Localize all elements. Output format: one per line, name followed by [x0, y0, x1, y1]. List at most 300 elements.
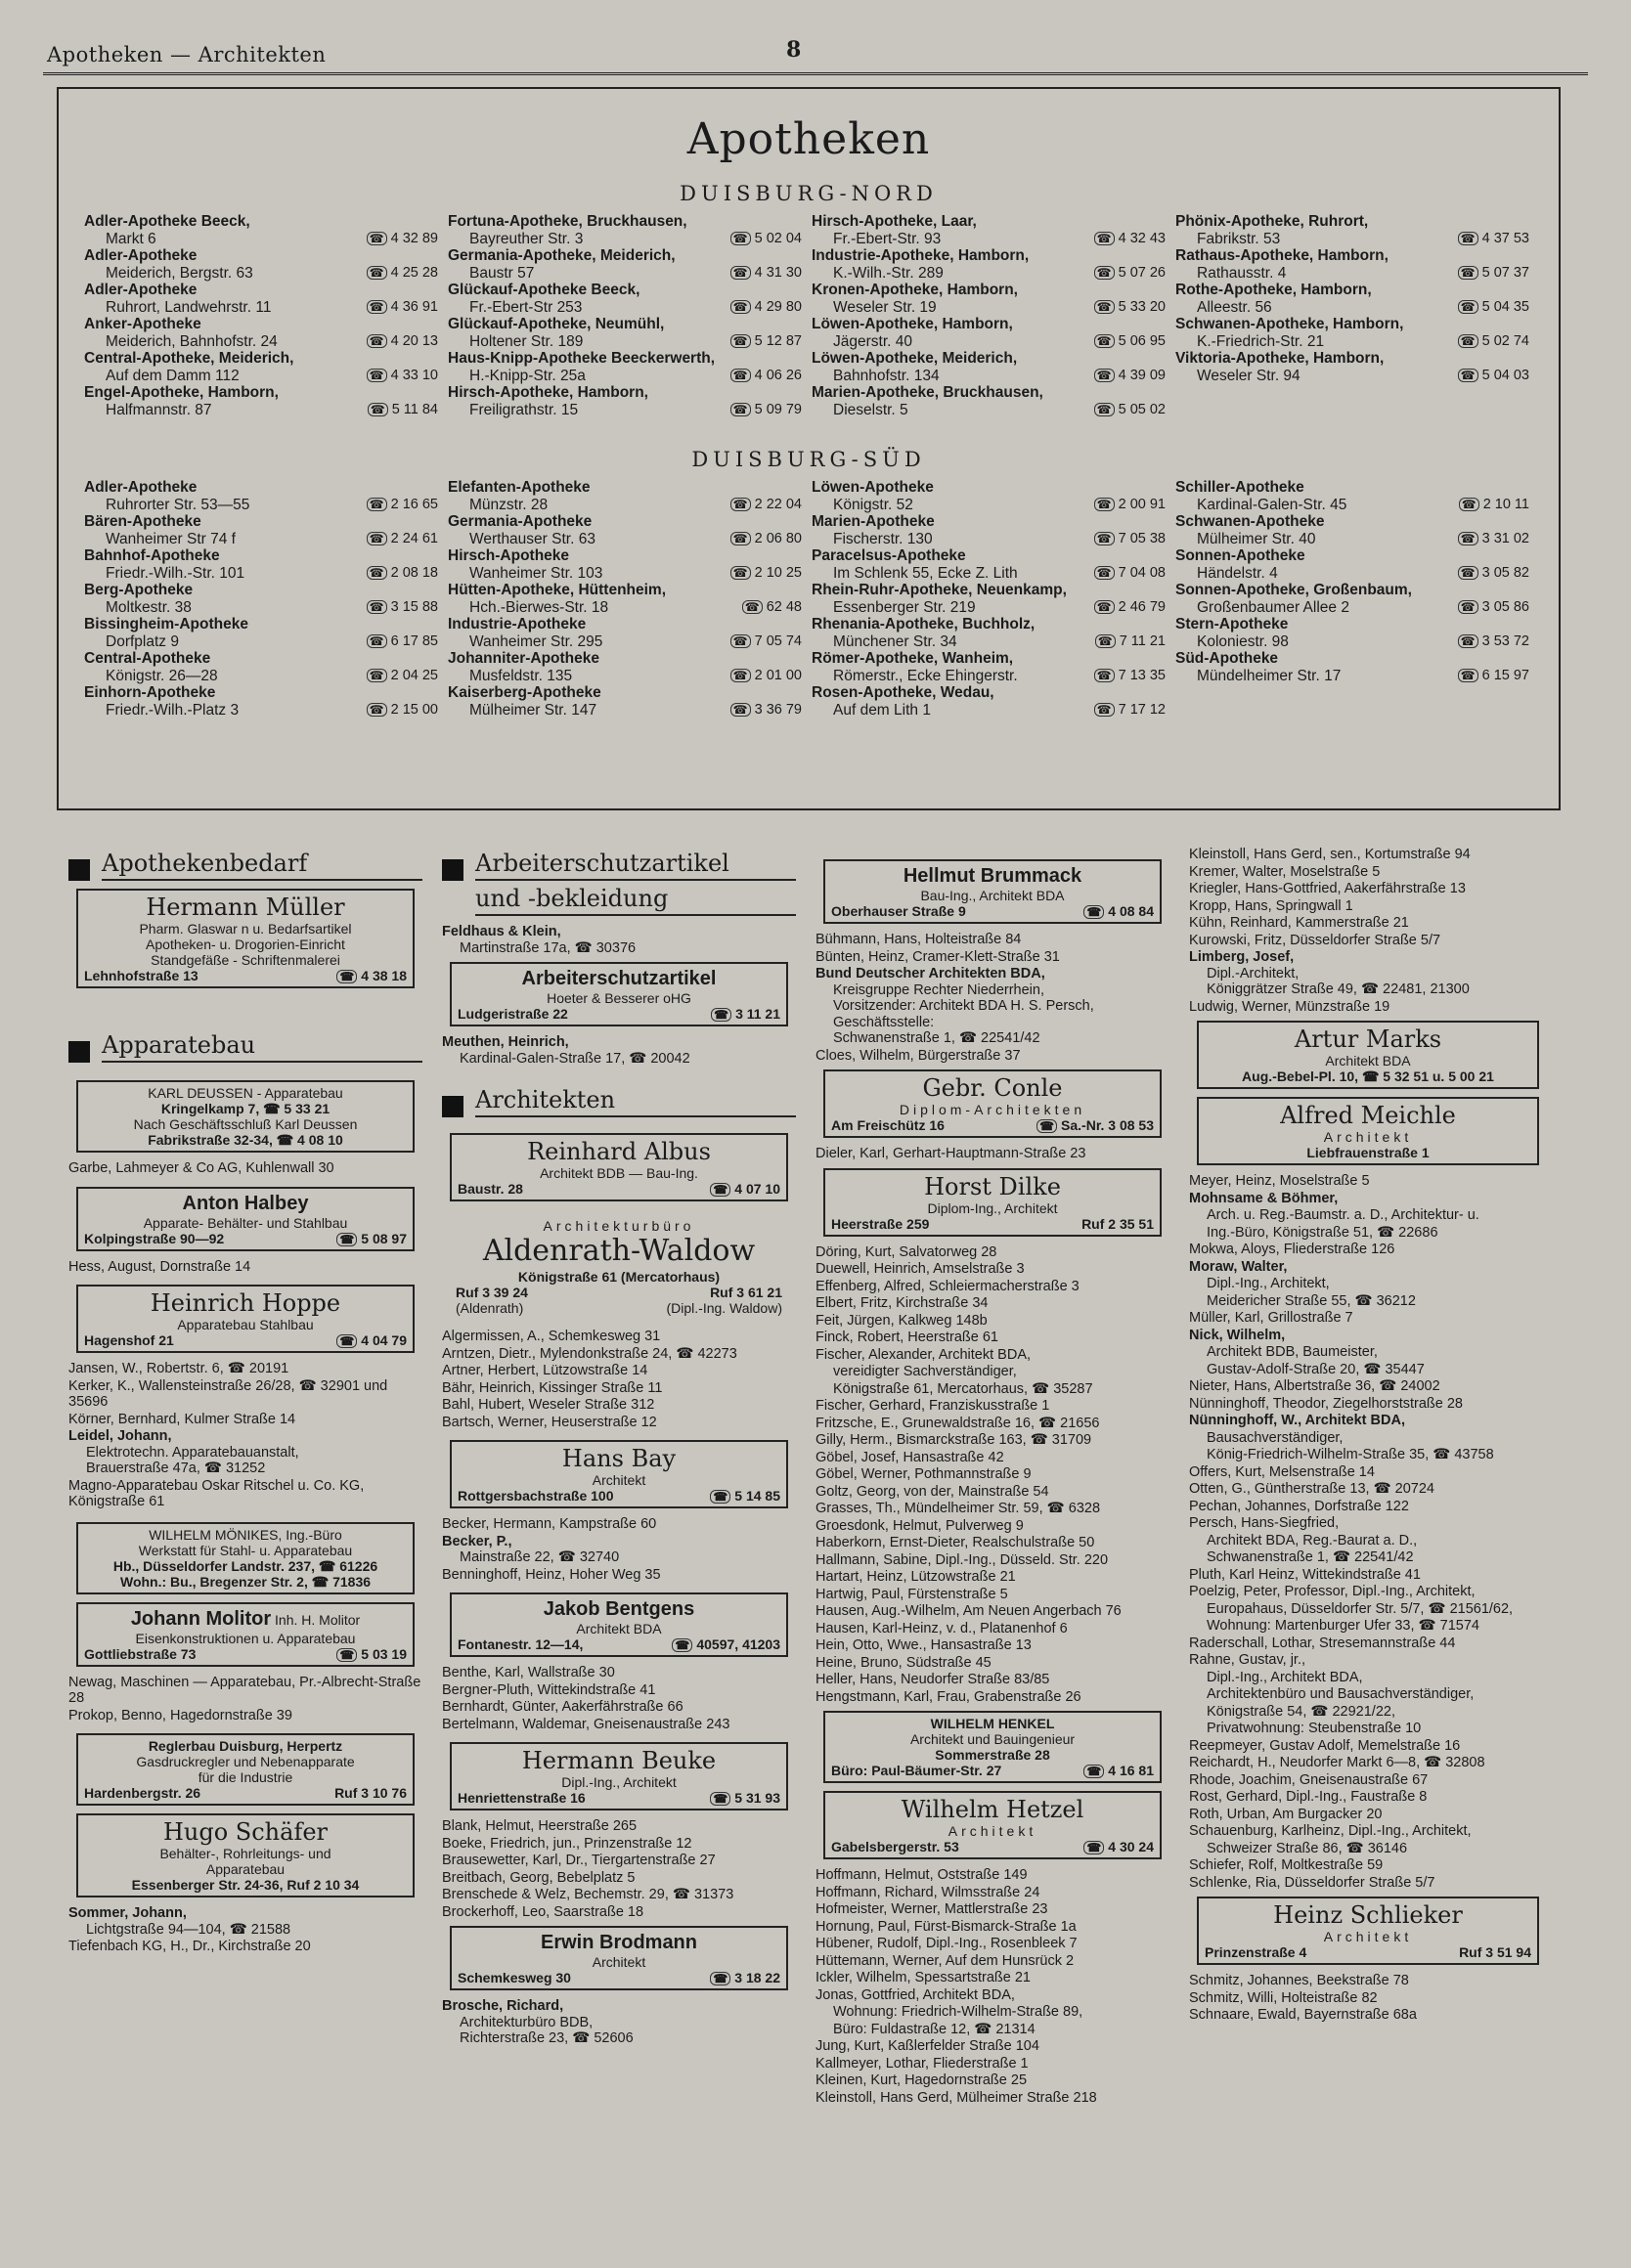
list-item: Gilly, Herm., Bismarckstraße 163, ☎ 31709: [816, 1432, 1092, 1448]
list-item: Kropp, Hans, Springwall 1: [1189, 897, 1353, 914]
pharmacy-name: Hirsch-Apotheke, Hamborn,: [448, 384, 648, 401]
phone-number: 6 15 97: [1481, 667, 1529, 683]
listing-columns: [59, 846, 1588, 2107]
pharmacy-entry: [84, 684, 448, 719]
pharmacy-name: Johanniter-Apotheke: [448, 650, 600, 667]
ad-phone: [1036, 1117, 1154, 1133]
ad-arbeiterschutzartikel: [450, 962, 788, 1026]
ad-contact: [458, 1636, 780, 1652]
phone-number: 4 32 43: [1118, 230, 1166, 246]
list-item: Hübener, Rudolf, Dipl.-Ing., Rosenbleek 7: [816, 1936, 1078, 1951]
list-item: Hofmeister, Werner, Mattlerstraße 23: [816, 1901, 1048, 1917]
ad-line: Pharm. Glaswar n u. Bedarfsartikel: [139, 921, 352, 937]
ad-phone: [1083, 1763, 1154, 1778]
pharmacy-name: Adler-Apotheke: [84, 479, 198, 496]
ad-line: Bau-Ing., Architekt BDA: [920, 888, 1065, 903]
phone-icon: ☎: [710, 1792, 730, 1806]
list-item: Bergner-Pluth, Wittekindstraße 41: [442, 1681, 656, 1698]
pharmacy-address: Mülheimer Str. 147: [469, 701, 597, 719]
phone-number: 3 05 86: [1481, 598, 1529, 615]
pharmacy-phone: [730, 497, 802, 514]
nord-grid: [59, 213, 1559, 418]
list-item: Hein, Otto, Wwe., Hansastraße 13: [816, 1637, 1032, 1653]
pharmacy-name: Engel-Apotheke, Hamborn,: [84, 384, 279, 401]
phone-number: 5 07 37: [1481, 264, 1529, 281]
ad-line: Architekt BDB — Bau-Ing.: [540, 1165, 698, 1181]
entry-detail: Dipl.-Architekt,: [1207, 965, 1300, 981]
list-item: Jonas, Gottfried, Architekt BDA,: [816, 1986, 1015, 2003]
ad-contact: [84, 1332, 407, 1348]
pharmacy-address: Dorfplatz 9: [106, 632, 179, 650]
ad-phone: Ruf 2 35 51: [1081, 1215, 1154, 1232]
phone-number: 5 04 03: [1481, 367, 1529, 383]
section-nord-heading: DUISBURG-NORD: [680, 182, 938, 205]
list-item: Nieter, Hans, Albertstraße 36, ☎ 24002: [1189, 1378, 1440, 1394]
pharmacy-phone: [368, 402, 438, 419]
phone-icon: ☎: [1094, 498, 1115, 511]
ad-contact: [831, 1216, 1154, 1232]
pharmacy-phone: [367, 231, 438, 248]
pharmacy-address: Münzstr. 28: [469, 496, 549, 513]
ad-address: Am Freischütz 16: [831, 1117, 945, 1133]
pharmacy-entry: [448, 350, 812, 384]
ad-line: Architekt und Bauingenieur: [909, 1731, 1076, 1747]
phone-icon: ☎: [336, 970, 357, 983]
pharmacy-phone: [1094, 497, 1166, 514]
ad-phone: [672, 1636, 780, 1652]
list-item: Tiefenbach KG, H., Dr., Kirchstraße 20: [68, 1939, 311, 1954]
ad-alfred-meichle: [1197, 1097, 1539, 1165]
pharmacy-entry: [1175, 513, 1539, 547]
list-item: Wohnung: Martenburger Ufer 33, ☎ 71574: [1207, 1618, 1479, 1634]
ad-contact: [84, 1646, 407, 1662]
phone-number: 3 18 22: [734, 1970, 780, 1985]
phone-icon: ☎: [1458, 600, 1478, 614]
ad-name: Aldenrath-Waldow: [482, 1234, 756, 1268]
pharmacy-address: Mündelheimer Str. 17: [1197, 667, 1342, 684]
pharmacy-phone: [1458, 668, 1529, 685]
ad-phone: [710, 1790, 780, 1806]
ad-line: Diplom-Architekten: [899, 1102, 1086, 1117]
pharmacy-name: Adler-Apotheke: [84, 247, 198, 264]
pharmacy-phone: [1458, 231, 1529, 248]
ad-line: Behälter-, Rohrleitungs- und: [159, 1846, 331, 1861]
phone-icon: ☎: [1083, 905, 1104, 919]
list-item: [68, 1428, 422, 1477]
phone-icon: ☎: [367, 703, 387, 717]
phone-icon: ☎: [1458, 566, 1478, 580]
ad-contact: [84, 968, 407, 983]
phone-icon: ☎: [730, 403, 751, 416]
list-item: Bausachverständiger,: [1207, 1429, 1344, 1446]
phone-number: 3 53 72: [1481, 632, 1529, 649]
ad-heinrich-hoppe: [76, 1285, 415, 1353]
phone-icon: ☎: [368, 403, 388, 416]
phone-number: 62 48: [766, 598, 802, 615]
pharmacy-entry: [84, 282, 448, 316]
list-item: Dieler, Karl, Gerhart-Hauptmann-Straße 23: [816, 1146, 1086, 1161]
list-item: Bernhardt, Günter, Aakerfährstraße 66: [442, 1699, 683, 1715]
pharmacy-phone: [367, 565, 438, 583]
pharmacy-name: Glückauf-Apotheke, Neumühl,: [448, 316, 665, 332]
ad-phone: [1083, 903, 1154, 919]
ad-address: Hagenshof 21: [84, 1332, 174, 1348]
list-item: Roth, Urban, Am Burgacker 20: [1189, 1806, 1383, 1822]
phone-number: 2 10 11: [1482, 496, 1529, 512]
ad-jakob-bentgens: [450, 1592, 788, 1657]
pharmacy-name: Löwen-Apotheke, Meiderich,: [812, 350, 1018, 367]
list-item: Kurowski, Fritz, Düsseldorfer Straße 5/7: [1189, 932, 1441, 948]
ad-contact: [458, 1488, 780, 1504]
phone-icon: ☎: [367, 600, 387, 614]
pharmacy-phone: [1094, 333, 1166, 351]
pharmacy-entry: [448, 684, 812, 719]
entries-group: [1189, 1173, 1547, 1891]
entry-detail: Lichtgstraße 94—104, ☎ 21588: [86, 1921, 291, 1938]
phone-number: 7 05 38: [1118, 530, 1166, 546]
ad-anton-halbey: [76, 1187, 415, 1251]
list-item: Nick, Wilhelm,: [1189, 1327, 1286, 1343]
column-1: [59, 846, 432, 2107]
ad-artur-marks: [1197, 1021, 1539, 1089]
phone-number: 4 39 09: [1118, 367, 1166, 383]
list-item: Kühn, Reinhard, Kammerstraße 21: [1189, 915, 1409, 931]
category-marker: [442, 859, 463, 881]
pharmacy-name: Süd-Apotheke: [1175, 650, 1279, 667]
list-item: Cloes, Wilhelm, Bürgerstraße 37: [816, 1047, 1021, 1064]
list-item: Schweizer Straße 86, ☎ 36146: [1207, 1840, 1408, 1856]
ad-line: Hoeter & Besserer oHG: [547, 990, 691, 1006]
list-item: König-Friedrich-Wilhelm-Straße 35, ☎ 43758: [1207, 1447, 1494, 1462]
pharmacy-address: Auf dem Damm 112: [106, 367, 240, 384]
pharmacy-entry: [448, 513, 812, 547]
pharmacy-phone: [1094, 668, 1166, 685]
pharmacy-phone: [367, 599, 438, 617]
phone-number: 4 07 10: [734, 1181, 780, 1197]
list-item: Heine, Bruno, Südstraße 45: [816, 1654, 992, 1671]
phone-number: 4 06 26: [754, 367, 802, 383]
phone-number: 40597, 41203: [696, 1636, 780, 1652]
phone-icon: ☎: [336, 1648, 357, 1662]
ad-line: (Aldenrath): [456, 1300, 524, 1316]
list-item: Kleinen, Kurt, Hagedornstraße 25: [816, 2072, 1028, 2088]
list-item: Fritzsche, E., Grunewaldstraße 16, ☎ 21656: [816, 1415, 1100, 1431]
pharmacy-entry: [1175, 616, 1539, 650]
pharmacy-name: Anker-Apotheke: [84, 316, 201, 332]
pharmacy-address: Moltkestr. 38: [106, 598, 192, 616]
list-item: Goltz, Georg, von der, Mainstraße 54: [816, 1483, 1049, 1500]
ad-name: Arbeiterschutzartikel: [521, 968, 717, 989]
ad-address: Gottliebstraße 73: [84, 1645, 197, 1662]
pharmacy-address: Fischerstr. 130: [833, 530, 933, 547]
phone-number: 2 01 00: [754, 667, 802, 683]
ad-line: Kringelkamp 7, ☎ 5 33 21: [160, 1101, 331, 1116]
pharmacy-phone: [1458, 633, 1529, 651]
phone-number: 5 08 97: [361, 1230, 407, 1246]
list-item: Brockerhoff, Leo, Saarstraße 18: [442, 1903, 644, 1920]
pharmacy-phone: [730, 368, 802, 385]
phone-number: 5 31 93: [734, 1790, 780, 1806]
ad-line: Sommerstraße 28: [935, 1747, 1050, 1763]
list-item: [442, 1534, 796, 1566]
list-item: Moraw, Walter,: [1189, 1258, 1288, 1275]
pharmacy-name: Löwen-Apotheke, Hamborn,: [812, 316, 1013, 332]
pharmacy-entry: [448, 479, 812, 513]
ad-wilhelm-hetzel: [823, 1791, 1162, 1859]
list-item: Büro: Fuldastraße 12, ☎ 21314: [833, 2021, 1036, 2037]
list-item: Pechan, Johannes, Dorfstraße 122: [1189, 1498, 1409, 1514]
list-item: Hartart, Heinz, Lützowstraße 21: [816, 1569, 1016, 1585]
phone-icon: ☎: [367, 334, 387, 348]
pharmacy-address: Holtener Str. 189: [469, 332, 584, 350]
ad-name: Artur Marks: [1294, 1025, 1442, 1053]
ad-phone: [1083, 1839, 1154, 1854]
pharmacy-name: Schwanen-Apotheke: [1175, 513, 1325, 530]
pharmacy-phone: [367, 531, 438, 548]
phone-icon: ☎: [730, 498, 751, 511]
list-item: Mokwa, Aloys, Fliederstraße 126: [1189, 1242, 1395, 1257]
pharmacy-address: Münchener Str. 34: [833, 632, 957, 650]
phone-icon: ☎: [1458, 266, 1478, 280]
phone-icon: ☎: [1459, 498, 1479, 511]
ad-name: Alfred Meichle: [1280, 1102, 1456, 1129]
pharmacy-entry: [812, 684, 1175, 719]
pharmacy-entry: [812, 247, 1175, 282]
category-apothekenbedarf: [68, 850, 422, 881]
pharmacy-name: Marien-Apotheke, Bruckhausen,: [812, 384, 1043, 401]
phone-icon: ☎: [1458, 369, 1478, 382]
entry-detail: Elektrotechn. Apparatebauanstalt,: [86, 1444, 299, 1461]
pharmacy-entry: [84, 582, 448, 616]
phone-number: 3 11 21: [735, 1006, 780, 1022]
phone-icon: ☎: [1094, 566, 1115, 580]
pharmacy-name: Stern-Apotheke: [1175, 616, 1289, 632]
ad-line: Inh. H. Molitor: [275, 1611, 361, 1628]
phone-icon: ☎: [1083, 1765, 1104, 1778]
ad-contact: [84, 1785, 407, 1801]
list-item: Bühmann, Hans, Holteistraße 84: [816, 932, 1022, 947]
ad-line: Architekt BDA: [1325, 1053, 1411, 1069]
pharmacy-name: Central-Apotheke, Meiderich,: [84, 350, 294, 367]
category-title: Arbeiterschutzartikel: [475, 850, 796, 881]
ad-name: Erwin Brodmann: [540, 1932, 697, 1953]
list-item: Effenberg, Alfred, Schleiermacherstraße 3: [816, 1278, 1080, 1294]
pharmacy-address: Musfeldstr. 135: [469, 667, 573, 684]
pharmacy-address: H.-Knipp-Str. 25a: [469, 367, 586, 384]
list-item: Königstraße 61, Mercatorhaus, ☎ 35287: [833, 1380, 1093, 1397]
phone-number: 7 04 08: [1118, 564, 1166, 581]
column-2: [432, 846, 806, 2107]
list-item: Architekt BDB, Baumeister,: [1207, 1344, 1378, 1360]
list-item: Blank, Helmut, Heerstraße 265: [442, 1818, 638, 1834]
category-title: und -bekleidung: [475, 885, 796, 916]
ad-address: Hardenbergstr. 26: [84, 1785, 201, 1801]
pharmacy-address: Werthauser Str. 63: [469, 530, 595, 547]
pharmacy-phone: [1095, 633, 1166, 651]
phone-icon: ☎: [336, 1233, 357, 1246]
list-item: Arch. u. Reg.-Baumstr. a. D., Architektur- u.: [1207, 1207, 1479, 1223]
ad-address: Kolpingstraße 90—92: [84, 1230, 225, 1246]
pharmacy-address: K.-Friedrich-Str. 21: [1197, 332, 1325, 350]
ad-line: Architekt: [1323, 1129, 1413, 1145]
list-item: Kallmeyer, Lothar, Fliederstraße 1: [816, 2055, 1029, 2072]
ad-contact: [458, 1181, 780, 1197]
pharmacy-entry: [812, 213, 1175, 247]
pharmacy-entry: [812, 547, 1175, 582]
list-item: Brausewetter, Karl, Dr., Tiergartenstraße 27: [442, 1853, 716, 1868]
phone-icon: ☎: [1094, 232, 1115, 245]
ad-line: Architekt BDA: [576, 1621, 662, 1636]
running-head: Apotheken — Architekten: [47, 43, 327, 66]
phone-icon: ☎: [367, 266, 387, 280]
pharmacy-address: Bahnhofstr. 134: [833, 367, 940, 384]
list-item: Rahne, Gustav, jr.,: [1189, 1652, 1306, 1668]
list-item: Finck, Robert, Heerstraße 61: [816, 1330, 998, 1345]
pharmacy-entry: [812, 616, 1175, 650]
ad-contact: [831, 1839, 1154, 1854]
list-item: Schlenke, Ria, Düsseldorfer Straße 5/7: [1189, 1874, 1435, 1891]
phone-icon: ☎: [367, 300, 387, 314]
entry-name: Bund Deutscher Architekten BDA,: [816, 966, 1045, 981]
ad-line: Architekt: [1323, 1929, 1413, 1944]
phone-number: 5 02 04: [754, 230, 802, 246]
pharmacy-column: [448, 213, 812, 418]
pharmacy-address: Wanheimer Str 74 f: [106, 530, 236, 547]
phone-icon: ☎: [730, 532, 751, 545]
ad-name: Wilhelm Hetzel: [901, 1796, 1084, 1823]
pharmacy-column: [84, 479, 448, 719]
phone-icon: ☎: [1036, 1119, 1057, 1133]
ad-name: Hugo Schäfer: [162, 1818, 329, 1846]
entry-detail: Kreisgruppe Rechter Niederrhein,: [833, 981, 1044, 998]
pharmacy-name: Haus-Knipp-Apotheke Beeckerwerth,: [448, 350, 716, 367]
list-item: Dipl.-Ing., Architekt BDA,: [1207, 1669, 1363, 1685]
phone-number: 5 33 20: [1118, 298, 1166, 315]
ad-phone: [710, 1181, 780, 1197]
pharmacy-address: Auf dem Lith 1: [833, 701, 931, 719]
ad-johann-molitor: [76, 1602, 415, 1667]
pharmacy-phone: [730, 531, 802, 548]
pharmacy-name: Schwanen-Apotheke, Hamborn,: [1175, 316, 1404, 332]
pharmacy-address: Fr.-Ebert-Str 253: [469, 298, 583, 316]
pharmacy-phone: [730, 265, 802, 283]
pharmacy-entry: [812, 350, 1175, 384]
phone-icon: ☎: [367, 669, 387, 682]
list-item: Pluth, Karl Heinz, Wittekindstraße 41: [1189, 1566, 1421, 1583]
ad-address: Liebfrauenstraße 1: [1306, 1145, 1430, 1160]
entry-detail: Geschäftsstelle:: [833, 1014, 935, 1030]
pharmacy-phone: [1094, 299, 1166, 317]
ad-phone: [336, 1332, 407, 1348]
phone-icon: ☎: [1094, 369, 1115, 382]
pharmacy-entry: [448, 247, 812, 282]
phone-icon: ☎: [730, 669, 751, 682]
pharmacy-entry: [1175, 350, 1539, 384]
list-item: Hüttemann, Werner, Auf dem Hunsrück 2: [816, 1952, 1075, 1969]
apotheken-box: [57, 87, 1561, 810]
list-item: Gustav-Adolf-Straße 20, ☎ 35447: [1207, 1361, 1425, 1377]
ad-line: Architekt: [592, 1954, 646, 1970]
ad-contact: [458, 1006, 780, 1022]
list-item: Garbe, Lahmeyer & Co AG, Kuhlenwall 30: [68, 1160, 334, 1176]
list-item: Architekt BDA, Reg.-Baurat a. D.,: [1207, 1532, 1418, 1548]
list-item: Göbel, Josef, Hansastraße 42: [816, 1449, 1004, 1465]
phone-icon: ☎: [710, 1972, 730, 1985]
list-item: Körner, Bernhard, Kulmer Straße 14: [68, 1411, 296, 1427]
ad-line: für die Industrie: [198, 1769, 293, 1785]
list-item: Kleinstoll, Hans Gerd, Mülheimer Straße 218: [816, 2089, 1097, 2106]
pharmacy-entry: [812, 316, 1175, 350]
pharmacy-name: Rosen-Apotheke, Wedau,: [812, 684, 994, 701]
pharmacy-phone: [1094, 565, 1166, 583]
phone-number: 7 11 21: [1119, 632, 1166, 649]
phone-number: 4 29 80: [754, 298, 802, 315]
phone-number: 2 22 04: [754, 496, 802, 512]
phone-number: 4 37 53: [1481, 230, 1529, 246]
pharmacy-entry: [448, 616, 812, 650]
phone-icon: ☎: [367, 369, 387, 382]
phone-icon: ☎: [730, 369, 751, 382]
phone-number: 2 24 61: [390, 530, 438, 546]
pharmacy-phone: [1459, 497, 1529, 514]
phone-number: 5 07 26: [1118, 264, 1166, 281]
list-item: Feit, Jürgen, Kalkweg 148b: [816, 1312, 988, 1329]
ad-address: Baustr. 28: [458, 1181, 523, 1197]
phone-number: 4 33 10: [390, 367, 438, 383]
ad-address: Essenberger Str. 24-36, Ruf 2 10 34: [131, 1877, 360, 1893]
ad-name: Hans Bay: [561, 1445, 677, 1472]
phone-number: 6 17 85: [390, 632, 438, 649]
ad-address: Fontanestr. 12—14,: [458, 1636, 584, 1652]
entry-name: Becker, P.,: [442, 1533, 512, 1549]
list-item: Königstraße 54, ☎ 22921/22,: [1207, 1703, 1395, 1720]
ad-line: KARL DEUSSEN - Apparatebau: [148, 1085, 343, 1101]
ad-phone: Ruf 3 51 94: [1459, 1944, 1531, 1960]
list-item: Göbel, Werner, Pothmannstraße 9: [816, 1466, 1032, 1482]
list-item: Boeke, Friedrich, jun., Prinzenstraße 12: [442, 1835, 692, 1852]
pharmacy-address: Hch.-Bierwes-Str. 18: [469, 598, 609, 616]
pharmacy-name: Bissingheim-Apotheke: [84, 616, 248, 632]
phone-icon: ☎: [672, 1638, 692, 1652]
pharmacy-address: Kardinal-Galen-Str. 45: [1197, 496, 1347, 513]
category-title: Apparatebau: [102, 1031, 422, 1063]
ad-address: Ludgeristraße 22: [458, 1006, 568, 1022]
list-item: Reichardt, H., Neudorfer Markt 6—8, ☎ 32808: [1189, 1755, 1485, 1770]
ad-reinhard-albus: [450, 1133, 788, 1201]
category-architekten: [442, 1086, 796, 1117]
entries-group: [816, 1867, 1169, 2106]
phone-icon: ☎: [742, 600, 763, 614]
pharmacy-name: Rhenania-Apotheke, Buchholz,: [812, 616, 1036, 632]
phone-icon: ☎: [1083, 1841, 1104, 1854]
pharmacy-address: Meiderich, Bergstr. 63: [106, 264, 253, 282]
list-item: Nünninghoff, Theodor, Ziegelhorststraße 28: [1189, 1395, 1463, 1412]
list-item: Architektenbüro und Bausachverständiger,: [1207, 1686, 1475, 1702]
list-item: Bähr, Heinrich, Kissinger Straße 11: [442, 1379, 663, 1396]
list-item: vereidigter Sachverständiger,: [833, 1364, 1017, 1379]
ad-line: (Dipl.-Ing. Waldow): [666, 1300, 782, 1316]
ad-name: Hermann Beuke: [521, 1747, 717, 1774]
phone-number: 3 05 82: [1481, 564, 1529, 581]
pharmacy-entry: [448, 282, 812, 316]
pharmacy-column: [84, 213, 448, 418]
pharmacy-name: Bären-Apotheke: [84, 513, 201, 530]
pharmacy-phone: [1094, 368, 1166, 385]
ad-name: Johann Molitor: [130, 1607, 272, 1630]
phone-icon: ☎: [367, 498, 387, 511]
list-item: Schnaare, Ewald, Bayernstraße 68a: [1189, 2007, 1417, 2023]
phone-number: 4 08 84: [1108, 903, 1154, 919]
